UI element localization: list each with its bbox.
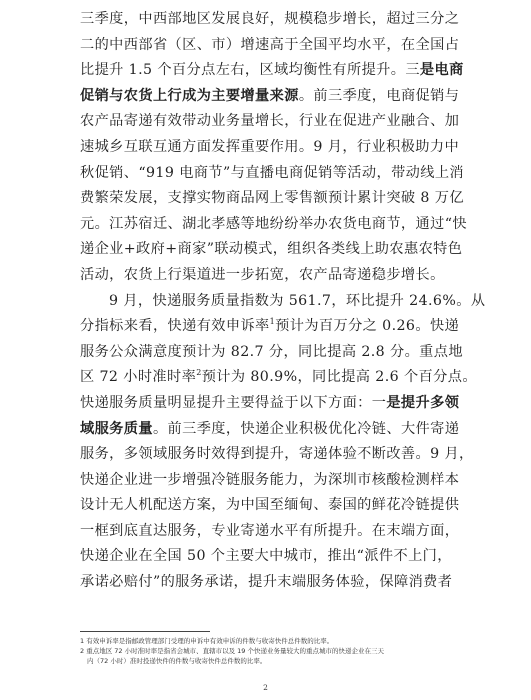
text-line: 设计无人机配送方案，为中国至缅甸、泰国的鲜花冷链提供 — [80, 497, 460, 514]
text-run: 快递服务质量明显提升主要得益于以下方面：一 — [80, 394, 387, 411]
text-line — [80, 84, 470, 110]
bold-text-run: 促销与农货上行成为主要增量来源 — [80, 87, 299, 104]
text-line — [80, 391, 470, 417]
footnote-divider — [80, 631, 210, 632]
text-run: 比提升 1.5 个百分点左右，区域均衡性有所提升。三 — [80, 62, 420, 79]
text-run: 预计为 80.9%，同比提高 2.6 个百分点。 — [201, 369, 477, 386]
footnote-marker: 1 — [269, 317, 276, 327]
text-run: 。前三季度，电商促销与 — [298, 87, 460, 104]
paragraph — [80, 7, 470, 289]
text-line: 快递企业在全国 50 个主要大中城市，推出“派件不上门， — [80, 548, 452, 565]
text-line: 服务，多领域服务时效得到提升，寄递体验不断改善。9 月， — [80, 446, 474, 463]
text-line: 快递企业进一步增强冷链服务能力，为深圳市核酸检测样本 — [80, 471, 460, 488]
footnotes — [80, 636, 475, 666]
text-line: 元。江苏宿迁、湖北孝感等地纷纷举办农货电商节，通过“快 — [80, 215, 467, 232]
text-line: 三季度，中西部地区发展良好，规模稳步增长，超过三分之 — [80, 11, 460, 27]
footnote-2-continued: 内（72 小时）准时投递快件的件数与收寄快件总件数的比率。 — [87, 657, 267, 665]
text-run: 预计为百万分之 0.26。快递 — [275, 318, 460, 335]
page-number: 2 — [263, 683, 268, 692]
body-text — [80, 7, 486, 596]
text-line — [80, 417, 470, 443]
text-line — [80, 314, 470, 340]
text-line: 服务公众满意度预计为 82.7 分，同比提高 2.8 分。重点地 — [80, 343, 463, 360]
text-line — [80, 365, 477, 391]
paragraph — [80, 289, 486, 596]
text-run: 区 72 小时准时率 — [80, 369, 197, 386]
footnote-1: 1 有效申诉率是指邮政管理部门受理的申诉中有效申诉的件数与收寄快件总件数的比率。 — [80, 637, 334, 645]
text-line: 二的中西部省（区、市）增速高于全国平均水平，在全国占 — [80, 36, 460, 53]
footnote-marker: 2 — [196, 368, 202, 378]
text-run: 分指标来看，快递有效申诉率 — [80, 318, 270, 335]
text-run: 。前三季度，快递企业积极优化冷链、大件寄递 — [152, 420, 460, 437]
text-line: 速城乡互联互通方面发挥重要作用。9 月，行业积极助力中 — [80, 138, 460, 155]
text-line: 费繁荣发展，支撑实物商品网上零售额预计累计突破 8 万亿 — [80, 190, 464, 207]
text-line: 活动，农货上行渠道进一步拓宽，农产品寄递稳步增长。 — [80, 266, 445, 283]
bold-text-run: 是提升多领 — [386, 394, 460, 411]
text-line: 递企业+政府+商家”联动模式，组织各类线上助农惠农特色 — [80, 241, 463, 258]
text-line: 一框到底直达服务，专业寄递水平有所提升。在末端方面， — [80, 522, 460, 539]
text-line — [80, 58, 470, 84]
text-line: 秋促销、“919 电商节”与直播电商促销等活动，带动线上消 — [80, 164, 465, 181]
text-line: 农产品寄递有效带动业务量增长，行业在促进产业融合、加 — [80, 113, 460, 130]
bold-text-run: 域服务质量 — [80, 420, 153, 437]
bold-text-run: 是电商 — [419, 62, 464, 79]
text-line: 承诺必赔付”的服务承诺，提升末端服务体验，保障消费者 — [80, 574, 453, 591]
footnote-2: 2 重点地区 72 小时准时率是指省会城市、直辖市以及 19 个快递业务量较大的重点城市的快递企业在三天 — [80, 647, 385, 655]
text-line: 9 月，快递服务质量指数为 561.7，环比提升 24.6%。从 — [109, 292, 486, 309]
